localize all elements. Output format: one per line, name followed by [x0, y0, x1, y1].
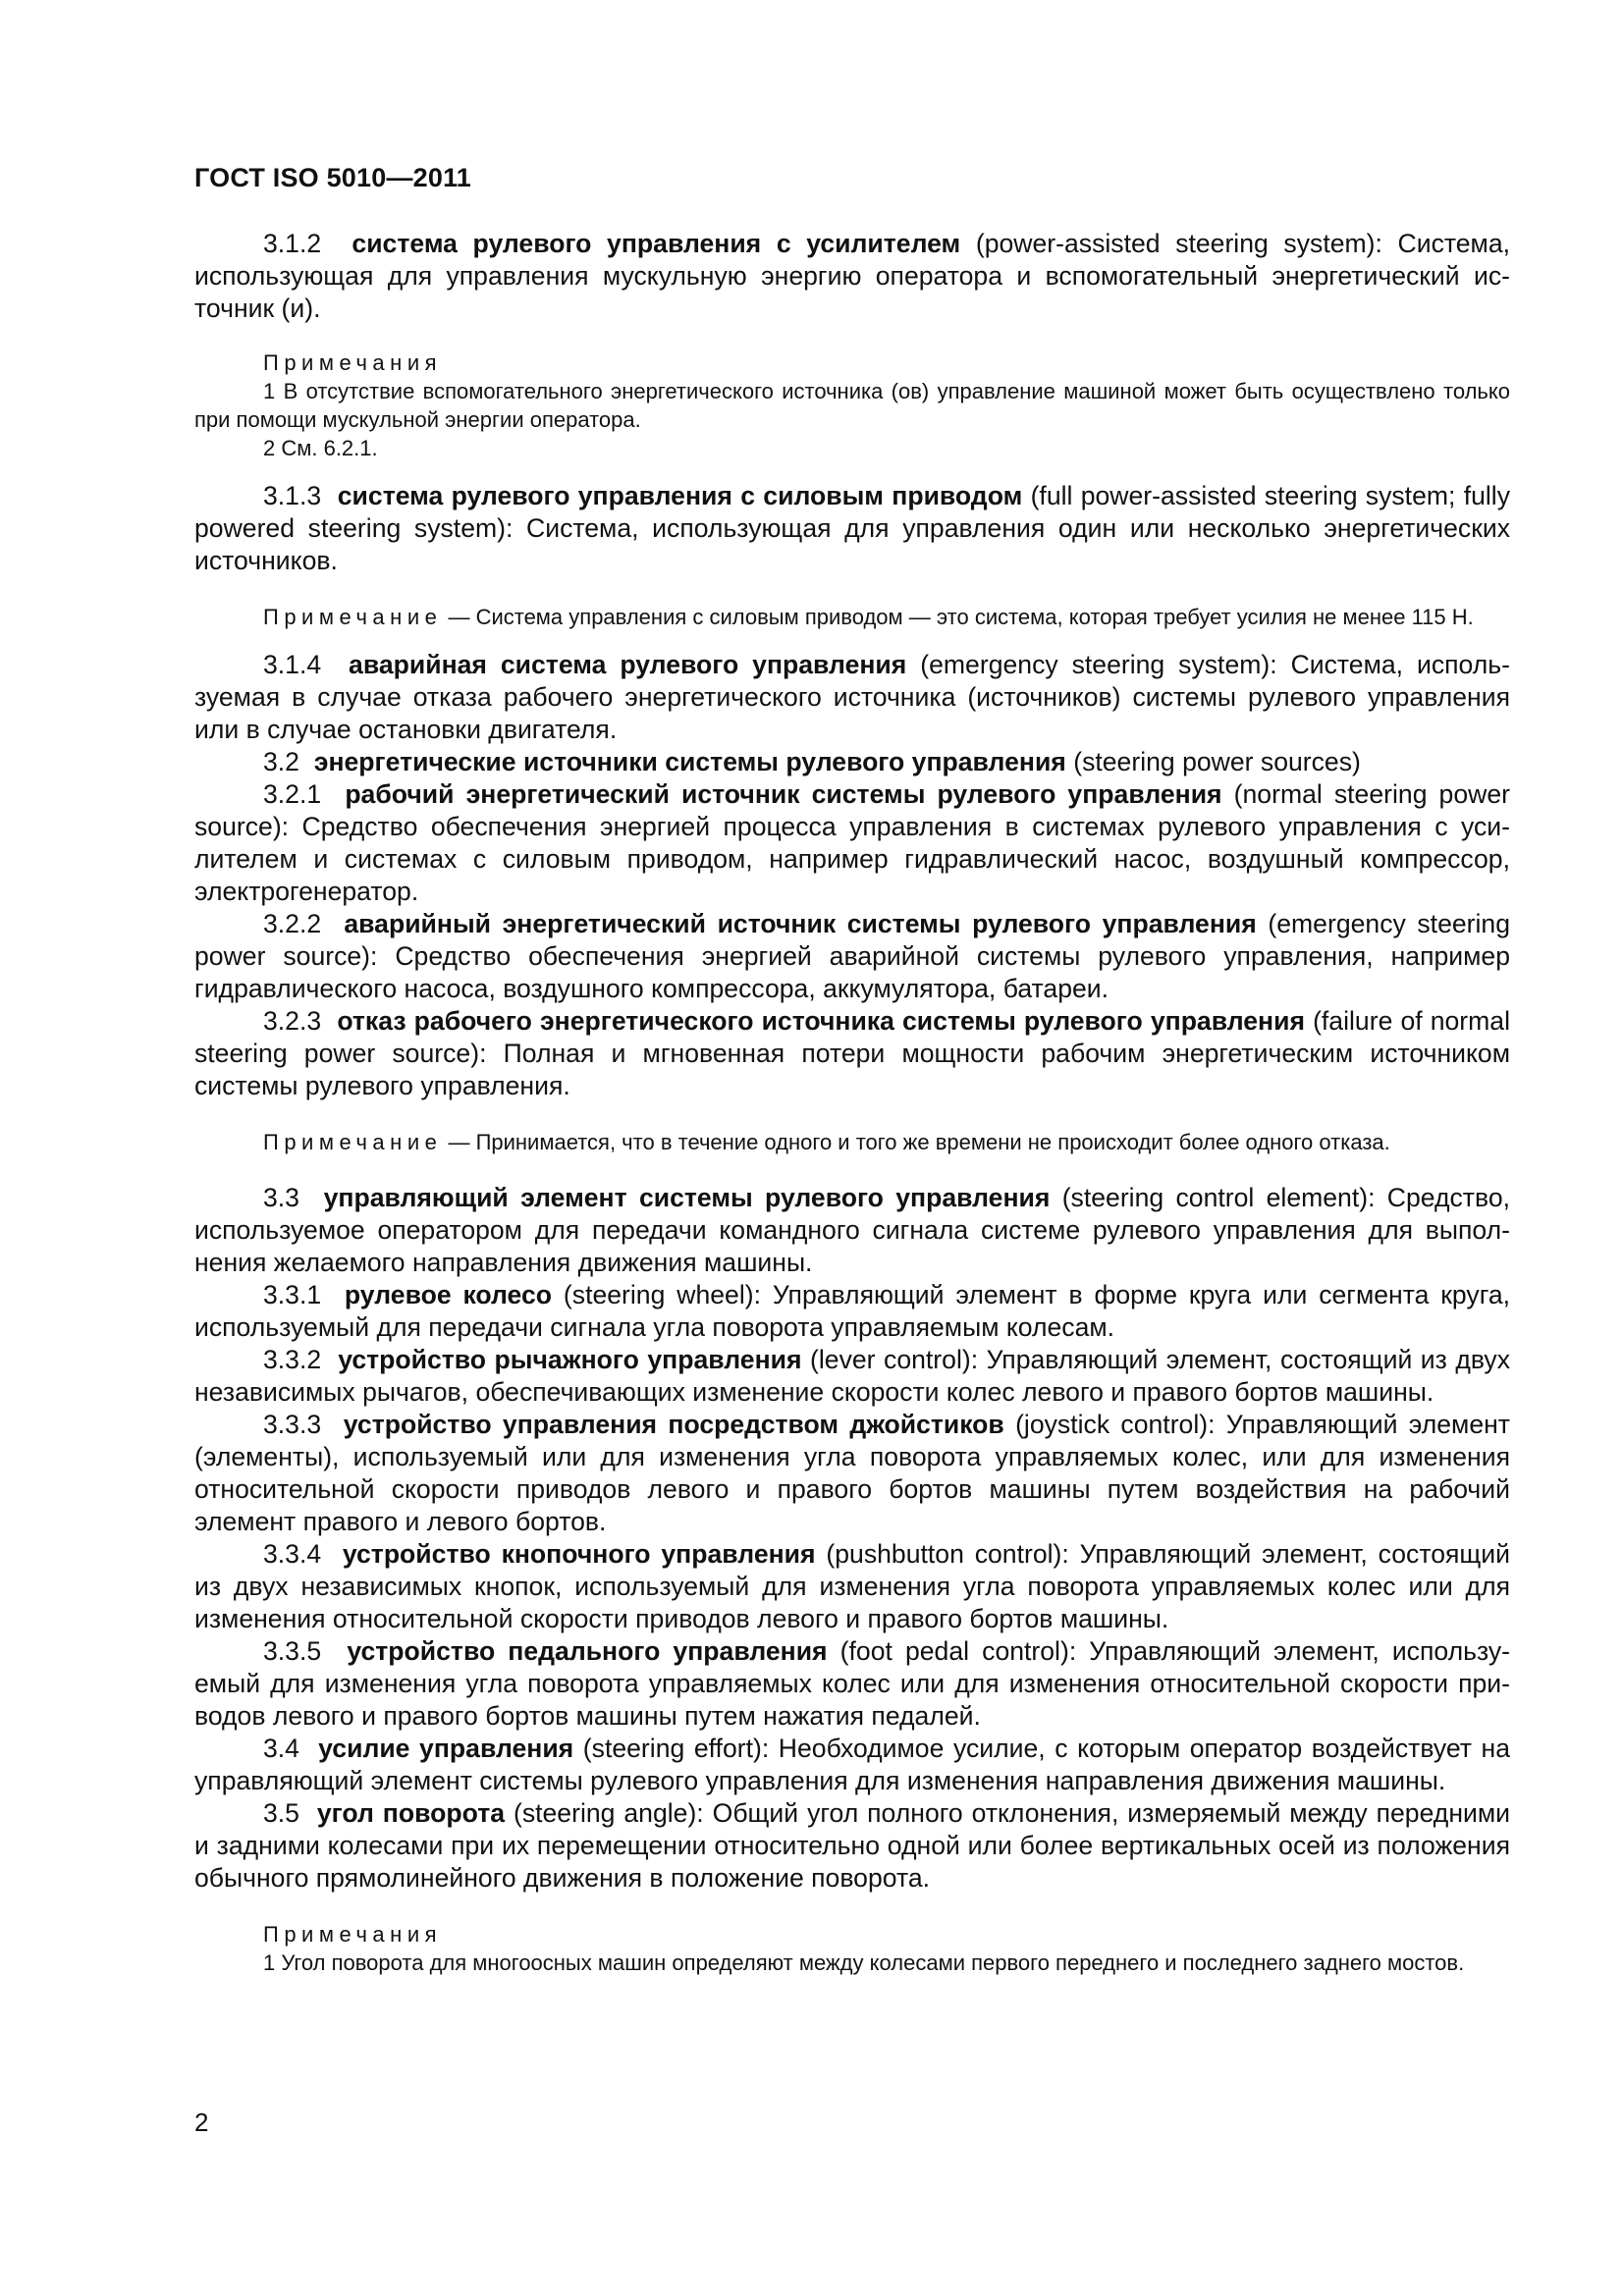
term-3-3-3 [194, 1409, 1510, 1538]
term-definition: (foot pedal control): Управляющий элемент, используемый для изменения угла поворота управляемых колес или для изменения относительной скорости приводов левого и правого бортов машины путем нажатия педалей. [194, 1636, 1510, 1731]
term-name: устройство рычажного управления [338, 1345, 802, 1374]
term-3-3-4 [194, 1538, 1510, 1635]
term-3-1-4 [194, 649, 1510, 746]
notes-heading: Примечания [263, 350, 443, 375]
note-label: Примечание [263, 605, 443, 629]
notes-heading: Примечания [263, 1922, 443, 1947]
term-name: рулевое колесо [344, 1280, 553, 1309]
term-name: система рулевого управления с силовым приводом [337, 481, 1023, 510]
term-3-3-5 [194, 1635, 1510, 1733]
term-3-3-2 [194, 1344, 1510, 1409]
clause-number: 3.5 [263, 1798, 299, 1828]
term-name: устройство управления посредством джойстиков [343, 1410, 1004, 1439]
term-definition: (joystick control): Управляющий элемент (элементы), используемый или для изменения угла поворота управляемых колес, или для изменения относительной скорости приводов левого и правого бортов машины путем воздействия на рабочий элемент правого и левого бортов. [194, 1410, 1510, 1536]
note-3-1-3 [194, 603, 1510, 631]
document-body [194, 228, 1510, 1977]
note-text: 1 В отсутствие вспомогательного энергетического источника (ов) управление машиной может быть осуществлено только при помощи мускульной энергии оператора. [194, 379, 1510, 432]
term-name: устройство кнопочного управления [342, 1539, 816, 1569]
clause-number: 3.3.5 [263, 1636, 322, 1666]
clause-number: 3.2.1 [263, 779, 322, 809]
clause-number: 3.1.3 [263, 481, 322, 510]
clause-number: 3.3.4 [263, 1539, 322, 1569]
term-definition: (power-assisted steering system): Система, использующая для управления мускульную энергию оператора и вспомогательный энергетический источник (и). [194, 229, 1511, 323]
term-definition: (steering effort): Необходимое усилие, с которым оператор воздействует на управляющий элемент системы рулевого управления для изменения направления движения машины. [194, 1734, 1511, 1795]
term-3-2-1 [194, 778, 1510, 908]
clause-number: 3.1.2 [263, 229, 322, 258]
term-3-3-1 [194, 1279, 1510, 1344]
term-name: устройство педального управления [347, 1636, 828, 1666]
term-definition: (pushbutton control): Управляющий элемент, состоящий из двух независимых кнопок, используемый для изменения угла поворота управляемых колес или для изменения относительной скорости приводов левого и правого бортов машины. [194, 1539, 1511, 1633]
term-definition: (normal steering power source): Средство обеспечения энергией процесса управления в системах рулевого управления с усилителем и системах с силовым приводом, например гидравлический насос, воздушный компрессор, электрогенератор. [194, 779, 1510, 906]
term-definition: (failure of normal steering power source): Полная и мгновенная потери мощности рабочим энергетическим источником системы рулевого управления. [194, 1006, 1510, 1100]
clause-number: 3.3.2 [263, 1345, 322, 1374]
note-text: 1 Угол поворота для многоосных машин определяют между колесами первого переднего и последнего заднего мостов. [263, 1950, 1465, 1975]
clause-number: 3.4 [263, 1734, 299, 1763]
note-3-2-3 [194, 1128, 1510, 1156]
term-name: энергетические источники системы рулевого управления [313, 747, 1066, 776]
clause-number: 3.2.3 [263, 1006, 322, 1036]
clause-number: 3.3.3 [263, 1410, 322, 1439]
term-name: аварийный энергетический источник системы рулевого управления [344, 909, 1257, 938]
term-3-1-2 [194, 228, 1510, 325]
note-text: 2 См. 6.2.1. [263, 436, 378, 460]
term-3-2-3 [194, 1005, 1510, 1102]
term-definition: (steering wheel): Управляющий элемент в форме круга или сегмента круга, используемый для передачи сигнала угла поворота управляемым колесам. [194, 1280, 1510, 1342]
term-name: отказ рабочего энергетического источника системы рулевого управления [337, 1006, 1305, 1036]
term-definition: (lever control): Управляющий элемент, состоящий из двух независимых рычагов, обеспечивающих изменение скорости колес левого и правого бортов машины. [194, 1345, 1511, 1407]
note-text: — Система управления с силовым приводом — это система, которая требует усилия не менее 115 Н. [442, 605, 1474, 629]
term-3-2-2 [194, 908, 1510, 1005]
term-definition: (emergency steering power source): Средство обеспечения энергией аварийной системы рулевого управления, например гидравлического насоса, воздушного компрессора, аккумулятора, батареи. [194, 909, 1510, 1003]
clause-number: 3.2.2 [263, 909, 322, 938]
term-3-5 [194, 1797, 1510, 1895]
term-3-4 [194, 1733, 1510, 1797]
clause-number: 3.3.1 [263, 1280, 322, 1309]
term-3-1-3 [194, 480, 1510, 577]
clause-number: 3.2 [263, 747, 299, 776]
term-name: рабочий энергетический источник системы рулевого управления [345, 779, 1222, 809]
term-definition: (steering control element): Средство, используемое оператором для передачи командного сигнала системе рулевого управления для выполнения желаемого направления движения машины. [194, 1183, 1510, 1277]
note-label: Примечание [263, 1130, 443, 1154]
term-definition: (steering power sources) [1065, 747, 1361, 776]
term-name: угол поворота [316, 1798, 506, 1828]
term-definition: (emergency steering system): Система, используемая в случае отказа рабочего энергетического источника (источников) системы рулевого управления или в случае остановки двигателя. [194, 650, 1510, 744]
document-header: ГОСТ ISO 5010—2011 [194, 163, 472, 192]
page-number: 2 [194, 2108, 209, 2137]
term-3-3 [194, 1182, 1510, 1279]
clause-number: 3.3 [263, 1183, 299, 1212]
note-text: — Принимается, что в течение одного и того же времени не происходит более одного отказа. [442, 1130, 1390, 1154]
term-name: усилие управления [318, 1734, 574, 1763]
term-3-2 [194, 746, 1510, 778]
term-definition: (full power-assisted steering system; fully powered steering system): Система, использующая для управления один или несколько энергетических источников. [194, 481, 1510, 575]
term-name: управляющий элемент системы рулевого управления [323, 1183, 1051, 1212]
clause-number: 3.1.4 [263, 650, 322, 679]
term-definition: (steering angle): Общий угол полного отклонения, измеряемый между передними и задними колесами при их перемещении относительно одной или более вертикальных осей из положения обычного прямолинейного движения в положение поворота. [194, 1798, 1510, 1893]
term-name: аварийная система рулевого управления [349, 650, 907, 679]
term-name: система рулевого управления с усилителем [352, 229, 961, 258]
